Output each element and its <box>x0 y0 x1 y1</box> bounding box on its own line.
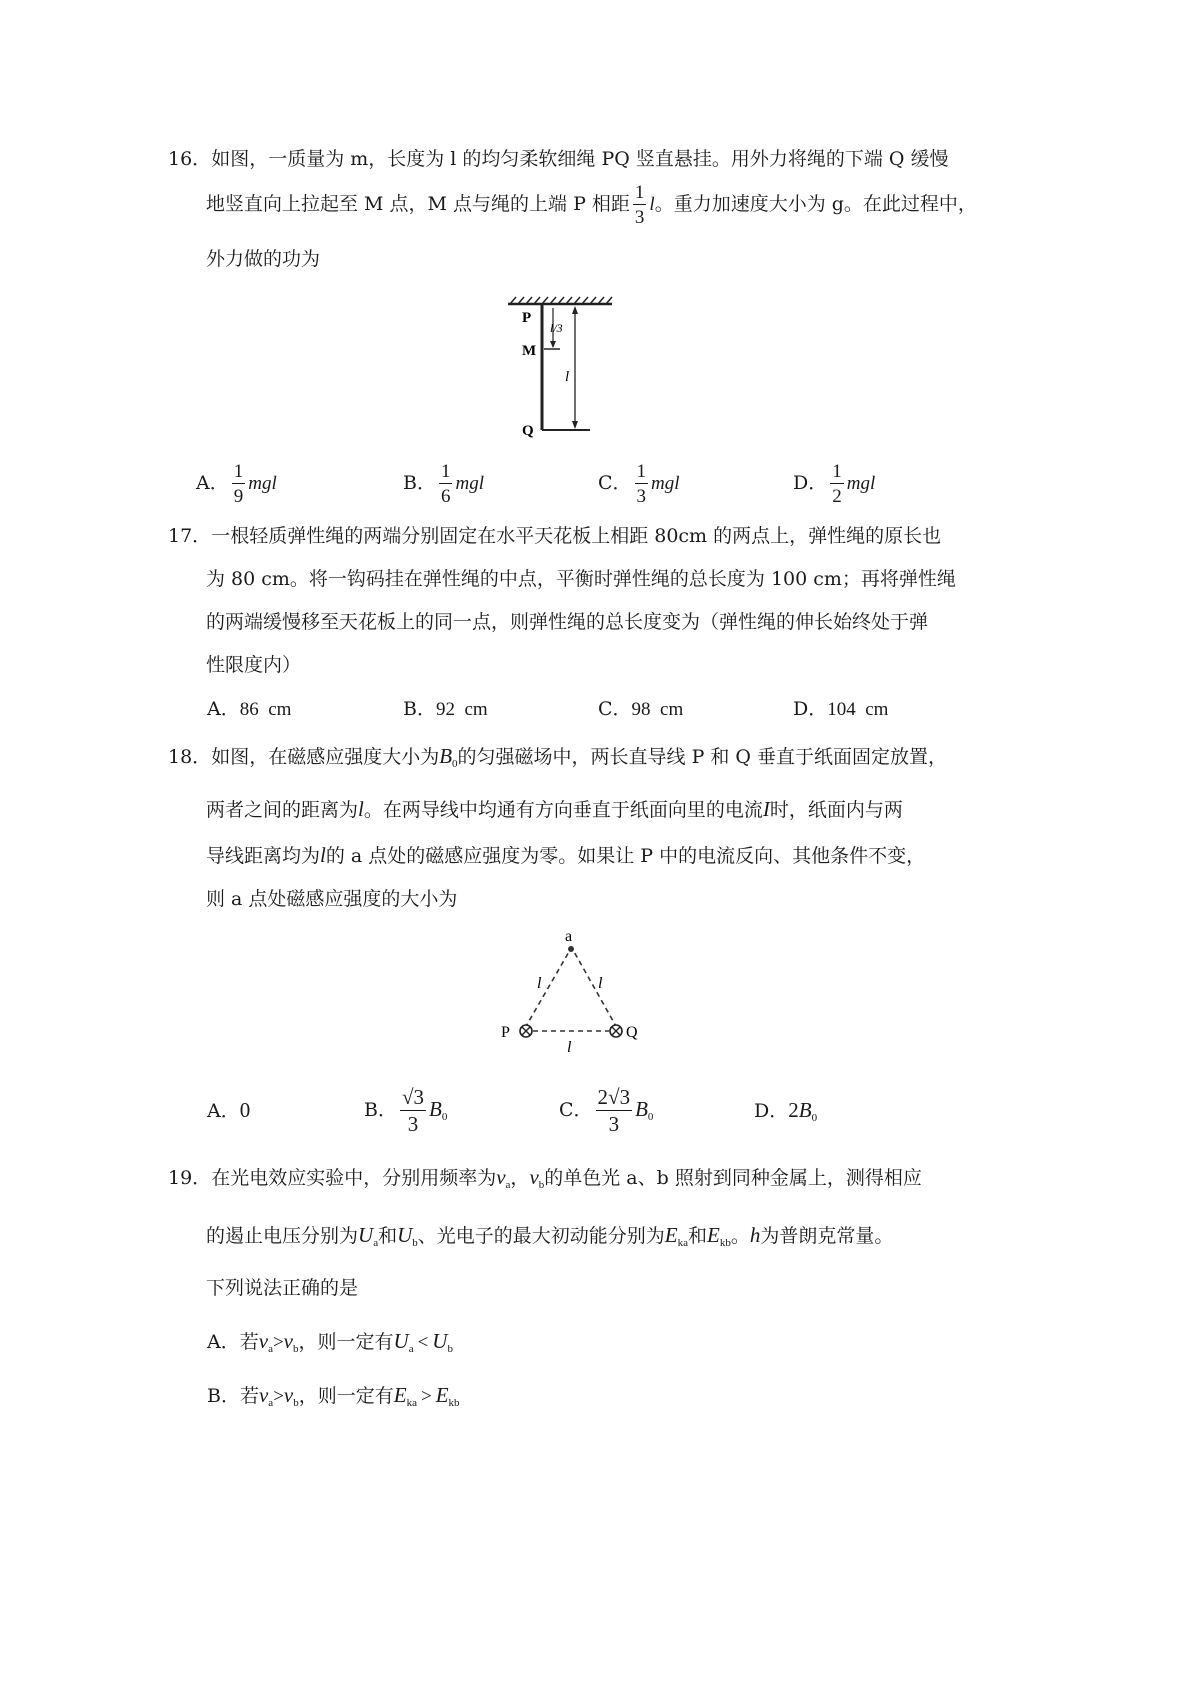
label-a: a <box>565 928 573 945</box>
q19-line1: 19．在光电效应实验中，分别用频率为$\nu_a$，$\nu_b$的单色光 a、b 照射到同种金属上，测得相应 <box>168 1165 922 1191</box>
label-P: P <box>522 310 532 326</box>
arrowhead-top-icon <box>572 306 578 314</box>
q18-line3: 导线距离均为l的 a 点处的磁感应强度为零。如果让 P 中的电流反向、其他条件不变， <box>206 843 926 867</box>
q18-line2: 两者之间的距离为l。在两导线中均通有方向垂直于纸面向里的电流I时，纸面内与两 <box>206 797 903 821</box>
q17-option-d: D．104 cm <box>793 698 889 720</box>
q18-number: 18． <box>168 746 212 768</box>
q19-option-a: A．若$\nu_a>\nu_b$，则一定有$U_a < U_b$ <box>207 1329 453 1355</box>
q16-line3: 外力做的功为 <box>206 248 321 270</box>
q16-line1: 16．如图，一质量为 m，长度为 l 的均匀柔软细绳 PQ 竖直悬挂。用外力将绳的下端 Q 缓慢 <box>168 148 949 170</box>
q16-fraction: $\frac{1}{3}$ <box>634 182 645 228</box>
q19-line2: 的遏止电压分别为$U_a$和$U_b$、光电子的最大初动能分别为$E_{ka}$和$E_{kb}$。h为普朗克常量。 <box>206 1223 894 1249</box>
q17-option-b: B．92 cm <box>403 698 488 720</box>
q16-option-a: A． $\frac{1}{9}$ mgl <box>196 461 277 507</box>
q17-option-c: C．98 cm <box>598 698 684 720</box>
label-P: P <box>501 1024 510 1041</box>
q17-line1: 17．一根轻质弹性绳的两端分别固定在水平天花板上相距 80cm 的两点上，弹性绳的原长也 <box>168 525 942 547</box>
label-Q: Q <box>626 1024 638 1041</box>
label-l-bottom: l <box>567 1039 572 1053</box>
q16-option-d: D． $\frac{1}{2}$ mgl <box>793 461 876 507</box>
q16-number: 16． <box>168 148 212 170</box>
q18-line4: 则 a 点处磁感应强度的大小为 <box>206 888 458 910</box>
q18-option-d: D．$2B_0$ <box>754 1098 818 1124</box>
wire-q-into-page-icon <box>610 1025 622 1037</box>
q17-line4: 性限度内） <box>206 654 302 676</box>
label-l-right: l <box>598 975 603 992</box>
label-l: l <box>565 369 570 385</box>
point-a-dot <box>568 946 574 952</box>
q18-option-c: C． $\frac{2√3}{3}$ $B_0$ <box>559 1085 654 1136</box>
q19-number: 19． <box>168 1167 212 1189</box>
q16-option-b: B． $\frac{1}{6}$ mgl <box>403 461 484 507</box>
q17-option-a: A．86 cm <box>207 698 292 720</box>
label-Q: Q <box>522 423 534 439</box>
dashed-side-qa <box>573 950 617 1028</box>
wire-p-into-page-icon <box>520 1025 532 1037</box>
q17-line3: 的两端缓慢移至天花板上的同一点，则弹性绳的总长度变为（弹性绳的伸长始终处于弹 <box>206 611 929 633</box>
label-M: M <box>522 343 537 359</box>
q16-rope-figure <box>500 294 620 444</box>
q18-line1: 18．如图，在磁感应强度大小为$B_0$的匀强磁场中，两长直导线 P 和 Q 垂直于纸面固定放置， <box>168 744 948 770</box>
dashed-side-pa <box>525 950 570 1028</box>
q17-line2: 为 80 cm。将一钩码挂在弹性绳的中点，平衡时弹性绳的总长度为 100 cm；再将弹性绳 <box>206 568 956 590</box>
q18-option-a: A．0 <box>207 1098 251 1122</box>
q16-line2: 地竖直向上拉起至 M 点，M 点与绳的上端 P 相距 $\frac{1}{3}$ l。重力加速度大小为 g。在此过程中， <box>206 182 977 228</box>
arrowhead-bottom-icon <box>572 421 578 429</box>
q18-option-b: B． $\frac{√3}{3}$ $B_0$ <box>364 1085 448 1136</box>
label-l3: l/3 <box>550 321 563 335</box>
q19-option-b: B．若$\nu_a>\nu_b$，则一定有$E_{ka} > E_{kb}$ <box>207 1383 460 1409</box>
q19-line3: 下列说法正确的是 <box>206 1277 359 1299</box>
q16-option-c: C． $\frac{1}{3}$ mgl <box>598 461 680 507</box>
label-l-left: l <box>537 975 542 992</box>
q18-wire-figure <box>495 928 655 1053</box>
q17-number: 17． <box>168 525 212 547</box>
arrowhead-l3-icon <box>550 341 556 348</box>
